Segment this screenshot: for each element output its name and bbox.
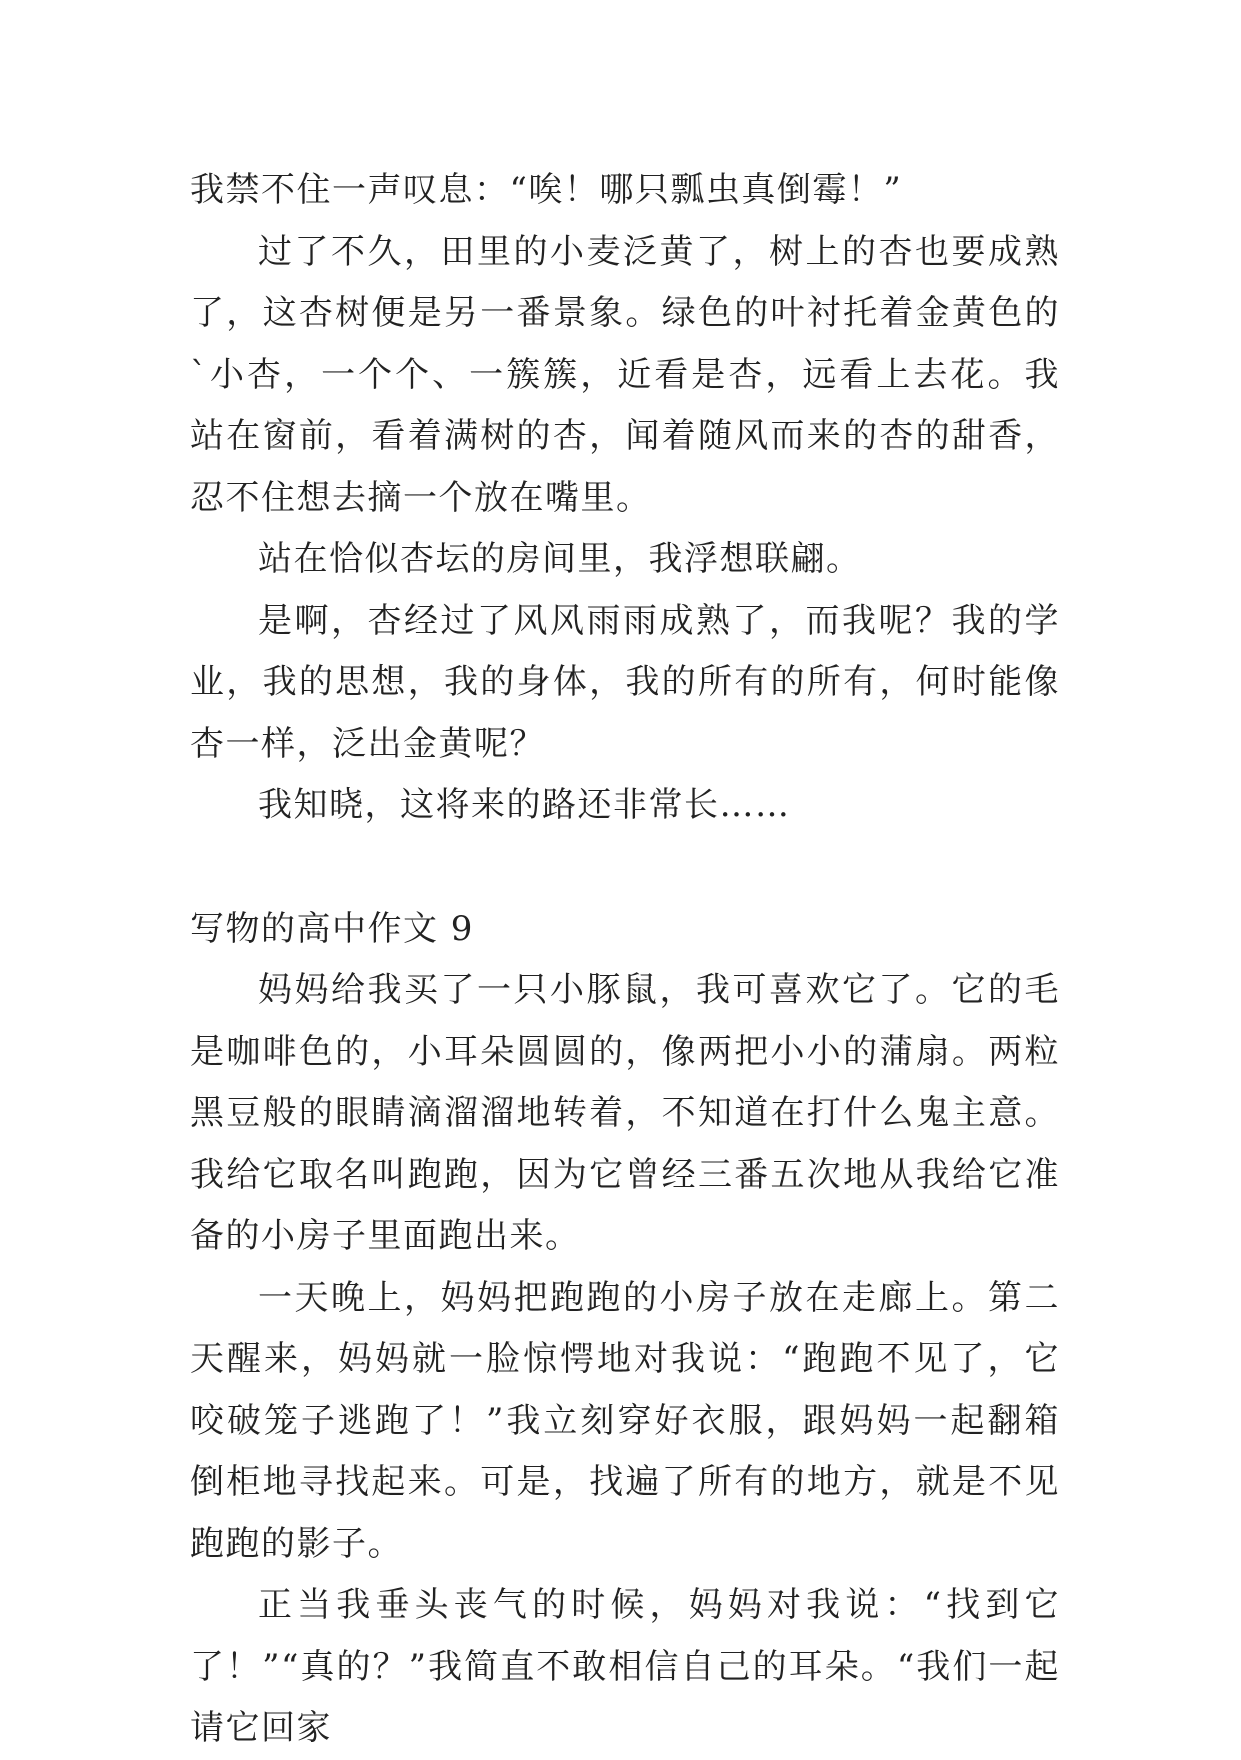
paragraph: 是啊，杏经过了风风雨雨成熟了，而我呢？我的学业，我的思想，我的身体，我的所有的所有，何时能像杏一样，泛出金黄呢？	[190, 600, 1060, 764]
paragraph-continuation: 我禁不住一声叹息：“唉！哪只瓢虫真倒霉！”	[190, 170, 903, 210]
section-spacer	[190, 837, 1060, 899]
paragraph: 我知晓，这将来的路还非常长……	[258, 785, 791, 825]
paragraph: 正当我垂头丧气的时候，妈妈对我说：“找到它了！”“真的？”我简直不敢相信自己的耳朵。“我们一起请它回家	[190, 1585, 1060, 1748]
paragraph: 过了不久，田里的小麦泛黄了，树上的杏也要成熟了，这杏树便是另一番景象。绿色的叶衬托着金黄色的`小杏，一个个、一簇簇，近看是杏，远看上去花。我站在窗前，看着满树的杏，闻着随风而来的杏的甜香，忍不住想去摘一个放在嘴里。	[190, 231, 1060, 518]
paragraph: 站在恰似杏坛的房间里，我浮想联翩。	[258, 539, 862, 579]
section-title: 写物的高中作文 9	[190, 908, 474, 949]
document-body	[190, 160, 1060, 1760]
paragraph: 妈妈给我买了一只小豚鼠，我可喜欢它了。它的毛是咖啡色的，小耳朵圆圆的，像两把小小的蒲扇。两粒黑豆般的眼睛滴溜溜地转着，不知道在打什么鬼主意。我给它取名叫跑跑，因为它曾经三番五次地从我给它准备的小房子里面跑出来。	[190, 970, 1060, 1256]
paragraph: 一天晚上，妈妈把跑跑的小房子放在走廊上。第二天醒来，妈妈就一脸惊愕地对我说：“跑跑不见了，它咬破笼子逃跑了！”我立刻穿好衣服，跟妈妈一起翻箱倒柜地寻找起来。可是，找遍了所有的地方，就是不见跑跑的影子。	[190, 1277, 1060, 1564]
